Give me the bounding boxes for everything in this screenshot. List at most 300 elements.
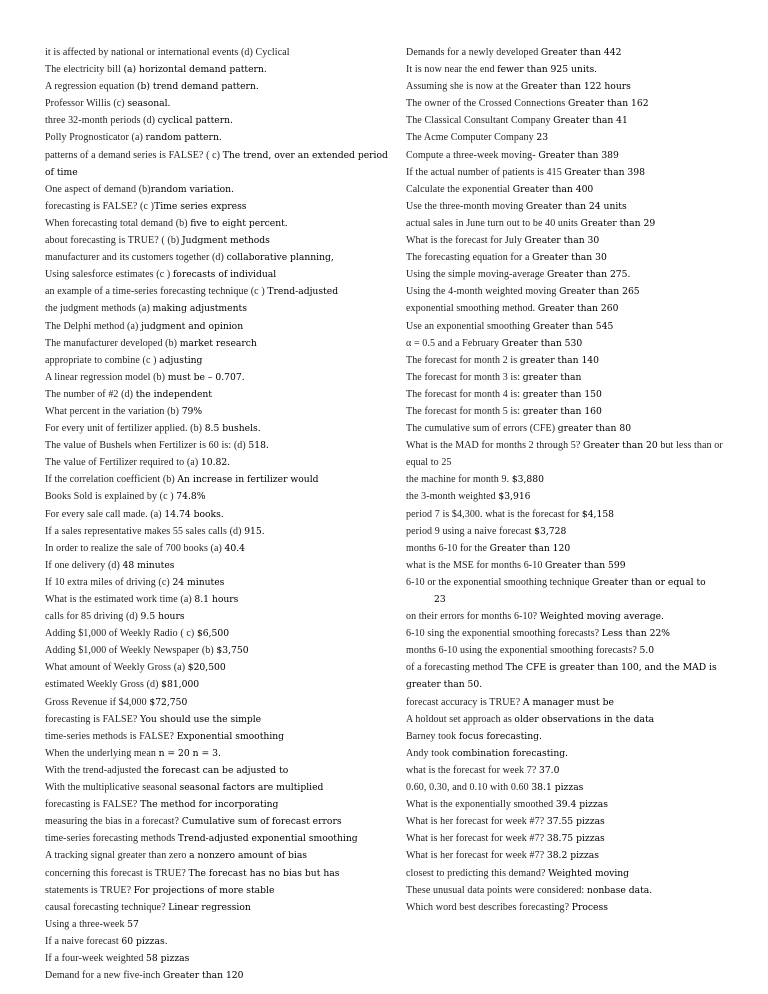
answer-text: Greater than or equal to	[592, 576, 706, 588]
text-line	[45, 129, 395, 146]
answer-text: 14.74 books.	[164, 508, 224, 520]
question-text: manufacturer and its customers together (d)	[45, 252, 227, 264]
answer-text: Weighted moving average.	[539, 611, 664, 623]
question-text: Using the simple moving-average	[406, 269, 547, 281]
answer-text: Greater than 29	[580, 217, 656, 229]
text-line	[406, 830, 728, 847]
text-line	[45, 386, 395, 403]
answer-text: Greater than 30	[524, 235, 600, 247]
answer-text: random pattern.	[145, 132, 222, 144]
question-text: In order to realize the sale of 700 books (a)	[45, 542, 225, 554]
answer-text: The method for incorporating	[140, 799, 279, 811]
question-text: the machine for month 9.	[406, 474, 512, 486]
text-line	[45, 557, 395, 574]
answer-text: collaborative planning,	[226, 252, 334, 264]
text-line	[45, 318, 395, 335]
text-line	[406, 266, 728, 283]
answer-text: $3,880	[511, 474, 544, 486]
text-line	[45, 369, 395, 386]
text-line	[406, 865, 728, 882]
question-text: If a four-week weighted	[45, 952, 147, 964]
answer-text: 23	[434, 594, 446, 605]
question-text: Use an exponential smoothing	[406, 320, 533, 332]
answer-text: judgment and opinion	[141, 320, 244, 332]
text-line	[45, 899, 395, 916]
left-column	[45, 44, 395, 984]
text-line	[45, 642, 395, 659]
text-line	[406, 762, 728, 779]
question-text: A regression equation	[45, 81, 137, 93]
text-line	[45, 420, 395, 437]
answer-text: must be – 0.707.	[167, 371, 245, 383]
text-line	[406, 608, 728, 625]
text-line	[45, 779, 395, 796]
question-text: time-series methods is FALSE?	[45, 730, 177, 742]
text-line	[406, 506, 728, 523]
question-text: What is her forecast for week #7?	[406, 816, 547, 828]
text-line	[406, 899, 728, 916]
question-text: The number of #2 (d)	[45, 388, 136, 400]
text-line	[406, 557, 728, 574]
answer-text: $6,500	[196, 628, 230, 640]
question-text: forecasting is FALSE?	[45, 713, 141, 725]
answer-text: For projections of more stable	[133, 884, 275, 896]
text-line	[406, 215, 728, 232]
question-text: Demands for a newly developed	[406, 47, 541, 58]
question-text: If the correlation coefficient (b)	[45, 474, 178, 486]
question-text: What is her forecast for week #7?	[406, 833, 547, 845]
answer-text: Greater than 24 units	[525, 200, 627, 212]
text-line	[406, 437, 728, 471]
answer-text: greater than 150	[522, 388, 602, 400]
text-line	[45, 437, 395, 454]
text-line	[45, 215, 395, 232]
answer-text: Time series express	[154, 200, 247, 212]
question-text: 6-10 or the exponential smoothing technique	[406, 576, 593, 588]
text-line	[45, 78, 395, 95]
text-line	[406, 386, 728, 403]
text-line	[45, 198, 395, 215]
question-text: If the actual number of patients is 415	[406, 166, 565, 178]
text-line	[406, 779, 728, 796]
text-line	[406, 420, 728, 437]
text-line	[45, 728, 395, 745]
text-line	[406, 78, 728, 95]
text-line	[45, 471, 395, 488]
text-line	[406, 164, 728, 181]
question-text: Compute a three-week moving-	[406, 149, 539, 161]
question-text: months 6-10 using the exponential smoothing forecasts?	[406, 645, 640, 657]
text-line	[45, 95, 395, 112]
answer-text: 40.4	[224, 542, 245, 554]
answer-text: An increase in fertilizer would	[177, 474, 319, 486]
answer-text: Linear regression	[168, 901, 251, 913]
answer-text: cyclical pattern.	[157, 115, 233, 127]
text-line	[45, 813, 395, 830]
question-text: The forecasting equation for a	[406, 252, 533, 264]
text-line	[406, 659, 728, 693]
answer-text: nonbase data.	[586, 884, 653, 896]
question-text: The cumulative sum of errors (CFE)	[406, 423, 558, 435]
answer-text: Greater than 265	[559, 286, 640, 298]
question-text: These unusual data points were considered:	[406, 884, 587, 896]
question-text: it is affected by national or international events (d) Cyclical	[45, 47, 290, 58]
answer-text: the independent	[135, 388, 212, 400]
text-line	[406, 335, 728, 352]
question-text: Gross Revenue if $4,000	[45, 696, 150, 708]
text-line	[45, 335, 395, 352]
text-line	[45, 967, 395, 984]
answer-text: Greater than 398	[564, 166, 645, 178]
answer-text: 9.5 hours	[140, 611, 185, 623]
question-text: concerning this forecast is TRUE?	[45, 867, 189, 879]
answer-text: 10.82.	[200, 457, 231, 469]
question-text: three 32-month periods (d)	[45, 115, 158, 127]
question-text: statements is TRUE?	[45, 884, 134, 896]
text-line	[45, 506, 395, 523]
question-text: Adding $1,000 of Weekly Radio ( c)	[45, 628, 197, 640]
answer-text: Greater than 389	[538, 149, 619, 161]
question-text: the 3-month weighted	[406, 491, 499, 503]
answer-text: The CFE is greater than 100, and the MAD is greater than 50.	[406, 662, 717, 691]
question-text: months 6-10 for the	[406, 542, 490, 554]
text-line	[45, 608, 395, 625]
answer-text: 38.1 pizzas	[531, 782, 584, 794]
question-text: what is the MSE for months 6-10	[406, 559, 546, 571]
text-line	[406, 711, 728, 728]
text-line	[406, 352, 728, 369]
text-line	[406, 488, 728, 505]
answer-text: n = 20 n = 3.	[158, 747, 221, 759]
answer-text: 74.8%	[176, 491, 206, 503]
answer-text: $72,750	[149, 696, 188, 708]
question-text: Andy took	[406, 747, 452, 759]
text-line	[45, 540, 395, 557]
answer-text: (a) horizontal demand pattern.	[123, 64, 267, 76]
question-text: If 10 extra miles of driving (c)	[45, 576, 173, 588]
answer-text: Greater than 120	[489, 542, 571, 554]
answer-text: $3,916	[498, 491, 531, 503]
question-text: 0.60, 0.30, and 0.10 with 0.60	[406, 782, 532, 794]
answer-text: 915.	[244, 525, 265, 537]
text-line	[45, 283, 395, 300]
answer-text: Exponential smoothing	[176, 730, 285, 742]
answer-text: Process	[571, 901, 608, 913]
text-line	[406, 147, 728, 164]
question-text: The forecast for month 2 is	[406, 354, 520, 366]
question-text: estimated Weekly Gross (d)	[45, 679, 162, 691]
answer-text: Greater than 442	[540, 47, 622, 58]
text-line	[406, 625, 728, 642]
text-line	[45, 352, 395, 369]
text-line	[406, 369, 728, 386]
answer-text: Greater than 120	[162, 970, 244, 982]
text-line	[45, 232, 395, 249]
question-text: Professor Willis (c)	[45, 98, 128, 110]
question-text: Books Sold is explained by (c )	[45, 491, 177, 503]
answer-text: 518.	[248, 440, 269, 452]
answer-text: greater than	[522, 371, 582, 383]
text-line	[45, 574, 395, 591]
question-text: The forecast for month 5 is:	[406, 405, 523, 417]
answer-text: Greater than 162	[568, 98, 649, 110]
question-text: forecasting is FALSE? (c )	[45, 200, 155, 212]
answer-text: older observations in the data	[514, 713, 655, 725]
question-text: A tracking signal greater than zero	[45, 850, 190, 862]
text-line	[45, 865, 395, 882]
text-line	[45, 44, 395, 61]
answer-text: Greater than 122 hours	[520, 81, 631, 93]
text-line	[406, 642, 728, 659]
answer-text: 23	[536, 132, 549, 144]
text-line	[45, 181, 395, 198]
question-text: A linear regression model (b)	[45, 371, 168, 383]
text-line	[406, 300, 728, 317]
question-text: The owner of the Crossed Connections	[406, 98, 569, 110]
question-text: Demand for a new five-inch	[45, 970, 163, 982]
answer-text: A manager must be	[522, 696, 614, 708]
question-text: Calculate the exponential	[406, 183, 513, 195]
question-text: If a sales representative makes 55 sales calls (d)	[45, 525, 245, 537]
answer-text: You should use the simple	[140, 713, 262, 725]
text-line	[45, 147, 395, 181]
text-line	[406, 249, 728, 266]
text-line	[45, 762, 395, 779]
answer-text: 38.75 pizzas	[546, 833, 605, 845]
question-text: measuring the bias in a forecast?	[45, 816, 182, 828]
text-line	[45, 745, 395, 762]
answer-text: Cumulative sum of forecast errors	[181, 816, 342, 828]
answer-text: $3,728	[534, 525, 567, 537]
question-tail-text: but less than or equal to 25	[406, 440, 723, 469]
question-text: The Acme Computer Company	[406, 132, 537, 144]
answer-text: seasonal factors are multiplied	[179, 782, 324, 794]
text-line	[406, 882, 728, 899]
question-text: What amount of Weekly Gross (a)	[45, 662, 188, 674]
text-line	[406, 181, 728, 198]
answer-text: Greater than 545	[532, 320, 614, 332]
answer-text: 38.2 pizzas	[546, 850, 599, 862]
question-text: What is her forecast for week #7?	[406, 850, 547, 862]
text-line	[406, 728, 728, 745]
question-text: With the trend-adjusted	[45, 764, 144, 776]
question-text: What is the MAD for months 2 through 5?	[406, 440, 584, 452]
answer-text: Greater than 275.	[546, 269, 631, 281]
answer-text: Less than 22%	[601, 628, 671, 640]
text-line	[406, 745, 728, 762]
question-text: The forecast for month 3 is:	[406, 371, 523, 383]
question-text: of a forecasting method	[406, 662, 506, 674]
question-text: exponential smoothing method.	[406, 303, 538, 315]
question-text: period 7 is $4,300. what is the forecast for	[406, 508, 582, 520]
text-line	[406, 574, 728, 591]
text-line	[45, 933, 395, 950]
question-text: about forecasting is TRUE? ( (b)	[45, 235, 182, 247]
answer-text: 57	[127, 918, 139, 930]
question-text: patterns of a demand series is FALSE? ( c)	[45, 149, 223, 161]
question-text: actual sales in June turn out to be 40 units	[406, 217, 581, 229]
text-line	[45, 454, 395, 471]
text-line	[45, 882, 395, 899]
text-line	[45, 676, 395, 693]
text-line	[406, 283, 728, 300]
text-line	[406, 540, 728, 557]
answer-text: 48 minutes	[122, 559, 175, 571]
question-text: appropriate to combine (c )	[45, 354, 160, 366]
answer-text: random variation.	[150, 183, 235, 195]
text-line	[45, 796, 395, 813]
question-text: Using a three-week	[45, 918, 128, 930]
question-text: Polly Prognosticator (a)	[45, 132, 146, 144]
text-line	[406, 847, 728, 864]
answer-continuation	[406, 591, 728, 608]
answer-text: $20,500	[187, 662, 226, 674]
question-text: The forecast for month 4 is:	[406, 388, 523, 400]
text-line	[45, 694, 395, 711]
text-line	[45, 591, 395, 608]
answer-text: combination forecasting.	[452, 747, 569, 759]
question-text: Using salesforce estimates (c )	[45, 269, 173, 281]
question-text: on their errors for months 6-10?	[406, 611, 540, 623]
answer-text: 39.4 pizzas	[555, 799, 608, 811]
text-line	[45, 711, 395, 728]
question-text: The value of Fertilizer required to (a)	[45, 457, 201, 469]
question-text: the judgment methods (a)	[45, 303, 153, 315]
answer-text: Greater than 30	[532, 252, 607, 264]
text-line	[45, 659, 395, 676]
question-text: If a naive forecast	[45, 935, 122, 947]
question-text: For every sale call made. (a)	[45, 508, 165, 520]
question-text: For every unit of fertilizer applied. (b)	[45, 423, 205, 435]
answer-text: making adjustments	[152, 303, 247, 315]
answer-text: Greater than 260	[537, 303, 619, 315]
question-text: The electricity bill	[45, 64, 124, 76]
question-text: It is now near the end	[406, 64, 498, 76]
answer-text: the forecast can be adjusted to	[143, 764, 289, 776]
question-text: What is the forecast for July	[406, 235, 525, 247]
text-line	[406, 61, 728, 78]
text-line	[406, 44, 728, 61]
answer-text: greater than 160	[522, 405, 602, 417]
answer-text: 37.55 pizzas	[546, 816, 605, 828]
answer-text: Trend-adjusted	[267, 286, 339, 298]
answer-text: $81,000	[161, 679, 200, 691]
answer-text: 60 pizzas.	[121, 935, 168, 947]
text-line	[406, 198, 728, 215]
right-column	[406, 44, 728, 916]
answer-text: market research	[179, 337, 257, 349]
text-line	[406, 694, 728, 711]
question-text: A holdout set approach as	[406, 713, 515, 725]
question-text: causal forecasting technique?	[45, 901, 169, 913]
question-text: period 9 using a naive forecast	[406, 525, 535, 537]
answer-text: $3,750	[216, 645, 249, 657]
text-line	[45, 300, 395, 317]
answer-text: 58 pizzas	[146, 952, 190, 964]
text-line	[45, 625, 395, 642]
answer-text: forecasts of individual	[172, 269, 277, 281]
question-text: forecast accuracy is TRUE?	[406, 696, 523, 708]
answer-text: seasonal.	[127, 98, 171, 110]
question-text: forecasting is FALSE?	[45, 799, 141, 811]
answer-text: Greater than 530	[501, 337, 583, 349]
text-line	[406, 796, 728, 813]
question-text: With the multiplicative seasonal	[45, 782, 180, 794]
answer-text: five to eight percent.	[190, 217, 288, 229]
text-line	[406, 112, 728, 129]
question-text: Using the 4-month weighted moving	[406, 286, 560, 298]
question-text: closest to predicting this demand?	[406, 867, 549, 879]
answer-text: Greater than 41	[553, 115, 628, 127]
text-line	[45, 266, 395, 283]
answer-text: a nonzero amount of bias	[189, 850, 308, 862]
question-text: α = 0.5 and a February	[406, 337, 502, 349]
question-text: What is the estimated work time (a)	[45, 594, 195, 605]
text-line	[45, 830, 395, 847]
text-line	[406, 471, 728, 488]
question-text: Adding $1,000 of Weekly Newspaper (b)	[45, 645, 217, 657]
text-line	[45, 488, 395, 505]
text-line	[406, 813, 728, 830]
text-line	[45, 950, 395, 967]
answer-text: (b) trend demand pattern.	[136, 81, 259, 93]
text-line	[45, 916, 395, 933]
text-line	[406, 523, 728, 540]
answer-text: focus forecasting.	[458, 730, 542, 742]
answer-text: Trend-adjusted exponential smoothing	[177, 833, 358, 845]
answer-text: 24 minutes	[172, 576, 225, 588]
answer-text: greater than 140	[519, 354, 599, 366]
text-line	[406, 95, 728, 112]
answer-text: Greater than 599	[545, 559, 626, 571]
answer-text: Judgment methods	[181, 235, 270, 247]
text-line	[45, 847, 395, 864]
question-text: Barney took	[406, 730, 459, 742]
question-text: The Classical Consultant Company	[406, 115, 554, 127]
question-text: The value of Bushels when Fertilizer is 60 is: (d)	[45, 440, 249, 452]
question-text: calls for 85 driving (d)	[45, 611, 141, 623]
answer-text: Greater than 400	[512, 183, 594, 195]
answer-text: The trend, over an extended period of time	[45, 149, 388, 178]
question-text: time-series forecasting methods	[45, 833, 178, 845]
answer-text: 37.0	[538, 764, 560, 776]
question-text: When forecasting total demand (b)	[45, 217, 191, 229]
answer-text: 79%	[181, 405, 203, 417]
text-line	[406, 318, 728, 335]
question-text: One aspect of demand (b)	[45, 183, 151, 195]
text-line	[45, 523, 395, 540]
text-line	[45, 112, 395, 129]
text-line	[406, 232, 728, 249]
answer-text: 8.1 hours	[194, 594, 239, 605]
text-line	[406, 403, 728, 420]
answer-text: Greater than 20	[583, 440, 658, 452]
question-text: What percent in the variation (b)	[45, 405, 182, 417]
text-line	[45, 61, 395, 78]
question-text: an example of a time-series forecasting technique (c )	[45, 286, 268, 298]
answer-text: Weighted moving	[548, 867, 630, 879]
answer-text: 8.5 bushels.	[204, 423, 261, 435]
question-text: Assuming she is now at the	[406, 81, 521, 93]
question-text: Use the three-month moving	[406, 200, 526, 212]
answer-text: 5.0	[639, 645, 655, 657]
question-text: The manufacturer developed (b)	[45, 337, 180, 349]
question-text: 6-10 sing the exponential smoothing forecasts?	[406, 628, 602, 640]
answer-text: fewer than 925 units.	[497, 64, 598, 76]
text-line	[406, 129, 728, 146]
answer-text: The forecast has no bias but has	[188, 867, 340, 879]
question-text: The Delphi method (a)	[45, 320, 142, 332]
